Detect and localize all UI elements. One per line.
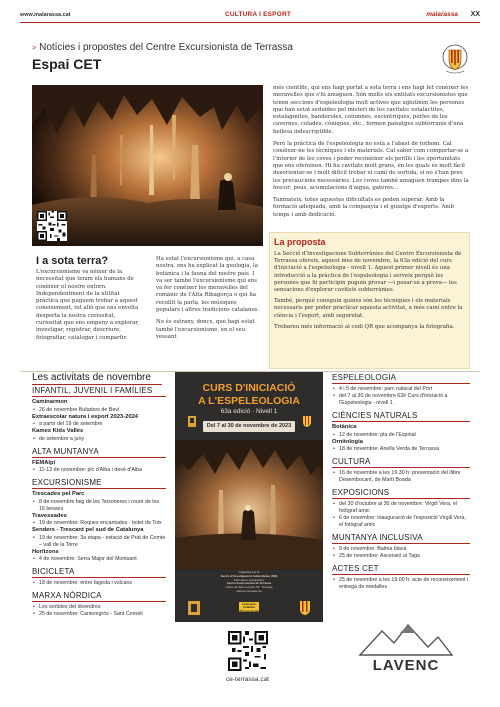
activities-title: Les activitats de novembre	[32, 372, 151, 383]
activity-item: • 9 de novembre: Balma blava	[332, 546, 470, 553]
article-column-c	[273, 85, 469, 224]
header-divider	[20, 22, 480, 23]
article-paragraph: Ha estat l'excursionisme qui, a casa nostra, ens ha explicat la geologia, la botànica i la fauna del nostre país. I va ser també l'excursionisme qui ens va fer conèixer les meravelles del romànic de l'Alta Ribagorça o qui ha recollit la parla, les músiques populars i altres tradicions catalanes.	[156, 256, 260, 314]
activity-group: Botànica	[332, 424, 357, 430]
qr-code-small[interactable]	[37, 211, 67, 241]
activity-group: Senders - Trescant pel sud de Catalunya	[32, 527, 144, 533]
activity-item: • 4 i 5 de novembre: parc natural del Port	[332, 386, 470, 393]
article-paragraph: Tanmateix, totes aquestes dificultats es poden superar. Amb la formació adequada, amb la companyia i el guiatge d'experts. Amb temps i amb dedicació.	[273, 197, 454, 218]
activity-item: • 4 de novembre: Serra Major del Montsant	[32, 556, 166, 563]
cet-shield-logo	[442, 44, 468, 76]
activity-group: Kames Kids Vallès	[32, 428, 84, 434]
category-heading: BICICLETA	[32, 567, 166, 578]
activity-item: • 19 de novembre: 3a etapa - estació de Prat de Comte – vall de la Torre	[32, 535, 166, 549]
activity-item: • 8 de novembre faig de les Teixoneres i rouré de les 16 besses	[32, 499, 166, 513]
proposta-box	[269, 232, 470, 369]
activity-item: • 19 de novembre: Roques encantades - bolet de Toix	[32, 520, 166, 527]
poster-info-label: Informació i inscripcions:	[233, 577, 265, 582]
poster-info	[175, 571, 323, 594]
page-number: XX	[470, 11, 480, 18]
qr-code[interactable]	[228, 631, 268, 671]
poster-edition: 63a edició · Nivell 1	[220, 408, 278, 415]
category-heading: EXCURSIONISME	[32, 478, 166, 489]
activity-item: • 26 de novembre Bufadors de Beví	[32, 407, 166, 414]
activity-item: • 12 de novembre: pla de l'Espinal	[332, 432, 470, 439]
article-paragraph: No és estrany, doncs, que hagi estat també l'excursionisme, en el seu vessant	[156, 319, 255, 340]
activity-group: Ornitologia	[332, 438, 363, 445]
category-heading: INFANTIL, JUVENIL I FAMÍLIES	[32, 386, 166, 397]
category-heading: ALTA MUNTANYA	[32, 447, 166, 458]
proposta-paragraph: Trobareu més informació al codi QR que acompanya la fotografia.	[274, 323, 455, 330]
activity-item: • 11-12 de novembre: pic d'Alba i desè d'Alba	[32, 467, 166, 474]
activity-group: Trescades pel Parc	[32, 491, 85, 497]
poster-info-web: www.ce-terrassa.cat	[236, 588, 262, 593]
sis-badge-icon	[187, 600, 201, 616]
site-url[interactable]: www.malarassa.cat	[20, 12, 71, 18]
proposta-paragraph: També, perquè coneguin quines són les tècniques i els materials necessaris per poder practicar aquesta activitat, a més camí entre la ciència i l'esport, amb seguretat.	[274, 298, 463, 319]
cet-badge-icon	[299, 600, 311, 616]
qr-url[interactable]: ce-terrassa.cat	[226, 676, 269, 683]
activity-item: • 25 de novembre: Cantonigròs - Sant Corneli	[32, 611, 166, 618]
section-title: CULTURA I ESPORT	[225, 11, 292, 18]
activity-item: • 18 de novembre: Anella Verda de Terrassa	[332, 446, 470, 453]
activity-group: Horitzons	[32, 548, 59, 555]
poster-info-addr: Carrer de Sant Leopold, 59 · Terrassa	[225, 585, 273, 590]
activity-group: Extraescolar natura i esport 2023-2024	[32, 413, 139, 420]
poster-cave-photo	[175, 440, 323, 570]
poster-title-line2: A L'ESPELEOLOGIA	[198, 395, 300, 407]
poster-info-name: Centre Excursionista de Terrassa	[226, 581, 272, 586]
poster-dates: Del 7 al 30 de novembre de 2023	[203, 421, 295, 432]
activity-item: • 6 de novembre: inauguració de l'exposició Virgili Vera, el fotògraf amic	[332, 515, 470, 529]
poster-org-label: Organitzat per la	[238, 570, 260, 574]
activity-item: • 16 de novembre a les 19.30 h: presentació del llibre Desembocant, de Martí Boada	[332, 470, 470, 484]
activity-item: • a partir del 19 de setembre	[32, 421, 166, 428]
sis-logo-icon	[187, 415, 197, 428]
activities-list-right	[332, 373, 470, 591]
activity-item: • del 30 d'octubre al 30 de novembre: Virgili Vera, el fotògraf amic	[332, 501, 470, 515]
article-column-a	[36, 269, 141, 347]
article-kicker	[32, 42, 293, 53]
category-heading: CULTURA	[332, 457, 470, 468]
poster-title-line1: CURS D'INICIACIÓ	[202, 382, 296, 394]
proposta-title: La proposta	[274, 237, 326, 247]
article-paragraph: més científic, qui ens hagi portat a sota terra i ens hagi fet conèixer les meravelles que s'hi amaguen. Són molts els entitats excursionistes que tenen seccions d'espeleologia molt actives que aglutinen les persones que han estat seduïdes pel misteri de les cavitats: estalactites, estalagmites, banderoles, columnes, excèntriques, perles de les cavernes, colades, còniques, etc., formen paisatges subterranis d'una bellesa indescriptible.	[273, 85, 469, 135]
poster-title	[175, 382, 323, 408]
lavenc-logo	[356, 617, 456, 677]
category-heading: CIÈNCIES NATURALS	[332, 411, 470, 422]
category-heading: ACTES CET	[332, 564, 470, 575]
chevron-right-icon: >	[32, 45, 37, 52]
activities-list-left	[32, 386, 166, 618]
brand-name: malarassa	[426, 11, 458, 18]
article-subhead: I a sota terra?	[36, 255, 109, 267]
category-heading: MARXA NÒRDICA	[32, 591, 166, 602]
category-heading: MUNTANYA INCLUSIVA	[332, 533, 470, 544]
svg-text:LAVENC: LAVENC	[372, 657, 440, 674]
activities-title-underline	[32, 384, 162, 385]
activity-item: • 25 de novembre a les 19.00 h: acte de reconeixement i entrega de medalles	[332, 577, 470, 591]
article-title: Espai CET	[32, 56, 102, 72]
poster-org-name: Secció d'Investigacions Subterrànies (SIS)	[220, 573, 278, 578]
article-paragraph: L'excursionisme va néixer de la necessitat que tenim els humans de conèixer el nostre entorn. Independentment de la utilitat pràctica que puguem trobar a aquest coneixement, tot allò que ens envolta desperta la nostra curiositat, curiositat que ens empeny a explorar, investigar, registrar, descriure, fotografiar, catalogar i compartir.	[36, 269, 139, 341]
page-header	[20, 8, 480, 22]
category-heading: EXPOSICIONS	[332, 488, 470, 499]
proposta-paragraph: La Secció d'Investigacions Subterrànies del Centre Excursionista de Terrassa ofereix, aquest mes de novembre, la 63a edició del curs d'iniciació a l'espeleologia - nivell 1. Aquest primer nivell és una introducció a la pràctica de l'espeleologia i serveix perquè les persones que hi participin puguin provar —i posar-se a prova— les sensacions d'explorar cavitats subterrànies.	[274, 251, 462, 294]
activity-item: • 25 de novembre: Ascensió al Taga	[332, 553, 470, 560]
activity-group: Travessades	[32, 512, 67, 519]
activity-group: FEMAlpí	[32, 459, 56, 466]
kicker-text: Notícies i propostes del Centre Excursionista de Terrassa	[39, 42, 293, 53]
federation-badge: Federació Catalana d'Espeleologia	[239, 602, 259, 613]
activity-item: • de setembre a juny	[32, 436, 166, 443]
activity-item: • 18 de novembre: entre fageda i volcans	[32, 580, 166, 587]
activity-group: Caminarmon	[32, 399, 68, 405]
article-column-b	[156, 256, 261, 346]
category-heading: ESPELEOLOGIA	[332, 373, 470, 384]
article-paragraph: Però la pràctica de l'espeleologia no està a l'abast de tothom. Cal conèixer-ne les tècniques i els materials. Cal saber com comportar-se a l'interior de les coves i poder reconèixer els perills i les oportunitats que ens ofereixen. Hi ha cavitats molt grans, en les quals és molt fàcil desorientar-se i molt difícil trobar el camí de sortida, si no s'han pres les precaucions necessàries. Les coves també amaguen trampes dins la foscor: pous, acumulacions d'aigua, gateres...	[273, 141, 469, 191]
activity-item: • Les sortides del divendres	[32, 604, 166, 611]
activity-item: • del 7 al 30 de novembre 63è Curs d'iniciació a l'Espeleologia - nivell 1	[332, 393, 470, 407]
course-poster	[175, 372, 323, 622]
cet-logo-icon	[302, 415, 312, 428]
